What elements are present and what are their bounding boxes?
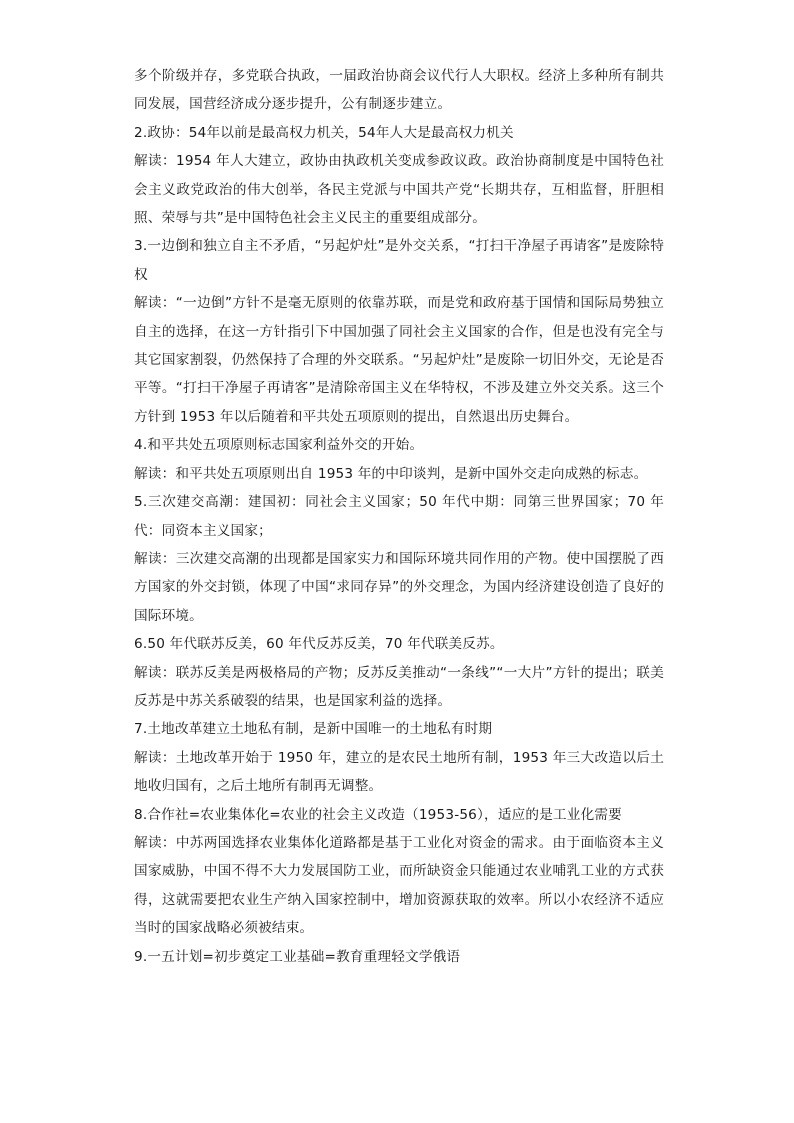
point-7-heading: 7.土地改革建立土地私有制，是新中国唯一的土地私有时期 — [134, 721, 493, 738]
point-7-explanation: 解读：土地改革开始于 1950 年，建立的是农民土地所有制，1953 年三大改造以后土地收归国有，之后土地所有制再无调整。 — [134, 749, 664, 795]
point-8-heading: 8.合作社=农业集体化=农业的社会主义改造（1953-56），适应的是工业化需要 — [134, 806, 622, 823]
point-2-heading: 2.政协：54年以前是最高权力机关，54年人大是最高权力机关 — [134, 124, 514, 141]
point-2-explanation: 解读：1954 年人大建立，政协由执政机关变成参政议政。政治协商制度是中国特色社会主义政党政治的伟大创举，各民主党派与中国共产党“长期共存，互相监督，肝胆相照、荣辱与共”是中国特色社会主义民主的重要组成部分。 — [134, 153, 664, 227]
point-6-explanation: 解读：联苏反美是两极格局的产物；反苏反美推动“一条线”“一大片”方针的提出；联美反苏是中苏关系破裂的结果，也是国家利益的选择。 — [134, 664, 664, 709]
point-6-heading: 6.50 年代联苏反美，60 年代反苏反美，70 年代联美反苏。 — [134, 636, 504, 653]
point-3-explanation: 解读：“一边倒”方针不是毫无原则的依靠苏联，而是党和政府基于国情和国际局势独立自主的选择，在这一方针指引下中国加强了同社会主义国家的合作，但是也没有完全与其它国家割裂，仍然保持了合理的外交联系。“另起炉灶”是废除一切旧外交，无论是否平等。“打扫干净屋子再请客”是清除帝国主义在华特权，不涉及建立外交关系。这三个方针到 1953 年以后随着和平共处五项原则的提出，自然退出历史舞台。 — [134, 295, 664, 425]
point-4-heading: 4.和平共处五项原则标志国家利益外交的开始。 — [134, 437, 424, 454]
point-8-explanation: 解读：中苏两国选择农业集体化道路都是基于工业化对资金的需求。由于面临资本主义国家威胁，中国不得不大力发展国防工业，而所缺资金只能通过农业哺乳工业的方式获得，这就需要把农业生产纳入国家控制中，增加资源获取的效率。所以小农经济不适应当时的国家战略必须被结束。 — [134, 834, 664, 937]
point-5-explanation: 解读：三次建交高潮的出现都是国家实力和国际环境共同作用的产物。使中国摆脱了西方国家的外交封锁，体现了中国“求同存异”的外交理念，为国内经济建设创造了良好的国际环境。 — [134, 550, 664, 624]
paragraph-intro-continuation: 多个阶级并存，多党联合执政，一届政治协商会议代行人大职权。经济上多种所有制共同发展，国营经济成分逐步提升，公有制逐步建立。 — [134, 68, 664, 113]
point-9-heading: 9.一五计划=初步奠定工业基础=教育重理轻文学俄语 — [134, 948, 461, 965]
document-body — [134, 62, 664, 971]
point-3-heading: 3.一边倒和独立自主不矛盾，“另起炉灶”是外交关系，“打扫干净屋子再请客”是废除特权 — [134, 238, 664, 283]
point-4-explanation: 解读：和平共处五项原则出自 1953 年的中印谈判，是新中国外交走向成熟的标志。 — [134, 465, 648, 482]
point-5-heading: 5.三次建交高潮：建国初：同社会主义国家；50 年代中期：同第三世界国家；70 年代：同资本主义国家； — [134, 494, 664, 539]
